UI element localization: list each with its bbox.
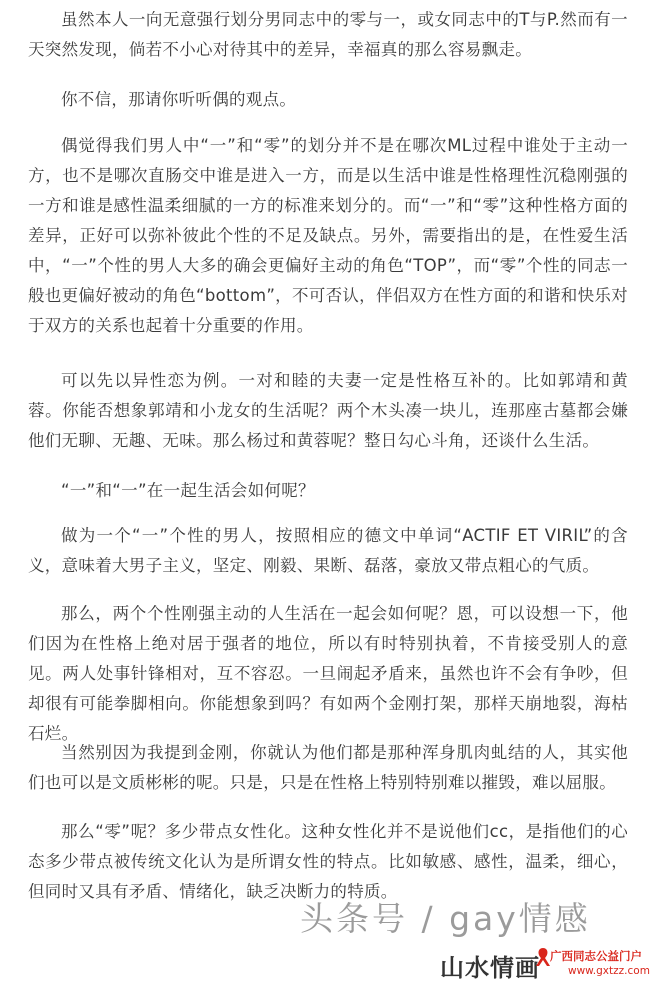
paragraph-3: 偶觉得我们男人中“一”和“零”的划分并不是在哪次ML过程中谁处于主动一方，也不是哪次直肠交中谁是进入一方，而是以生活中谁是性格理性沉稳刚强的一方和谁是感性温柔细腻的一方的标准来划分的。而“一”和“零”这种性格方面的差异，正好可以弥补彼此个性的不足及缺点。另外，需要指出的是，在性爱生活中，“一”个性的男人大多的确会更偏好主动的角色“TOP”，而“零”个性的同志一般也更偏好被动的角色“bottom”，不可否认，伴侣双方在性方面的和谐和快乐对于双方的关系也起着十分重要的作用。	[28, 136, 628, 335]
logo-main-text: 山水情画	[440, 954, 540, 982]
paragraph-5: “一”和“一”在一起生活会如何呢？	[61, 481, 315, 500]
paragraph-1: 虽然本人一向无意强行划分男同志中的零与一，或女同志中的T与P.然而有一天突然发现，倘若不小心对待其中的差异，幸福真的那么容易飘走。	[28, 10, 628, 59]
paragraph-8: 当然别因为我提到金刚，你就认为他们都是那种浑身肌肉虬结的人，其实他们也可以是文质彬彬的呢。只是，只是在性格上特别特别难以摧毁，难以屈服。	[28, 743, 628, 792]
paragraph-4: 可以先以异性恋为例。一对和睦的夫妻一定是性格互补的。比如郭靖和黄蓉。你能否想象郭靖和小龙女的生活呢？两个木头凑一块儿，连那座古墓都会嫌他们无聊、无趣、无味。那么杨过和黄蓉呢？整日勾心斗角，还谈什么生活。	[28, 371, 628, 450]
paragraph-6: 做为一个“一”个性的男人，按照相应的德文中单词“ACTIF ET VIRIL”的含义，意味着大男子主义，坚定、刚毅、果断、磊落，豪放又带点粗心的气质。	[28, 526, 628, 575]
paragraph-2: 你不信，那请你听听偶的观点。	[61, 90, 297, 109]
paragraph-9: 那么“零”呢？多少带点女性化。这种女性化并不是说他们cc，是指他们的心态多少带点被传统文化认为是所谓女性的特点。比如敏感、感性，温柔，细心，但同时又具有矛盾、情绪化，缺乏决断力的特质。	[28, 822, 628, 901]
logo-url: www.gxtzz.com	[568, 965, 650, 977]
paragraph-7: 那么，两个个性刚强主动的人生活在一起会如何呢？恩，可以设想一下，他们因为在性格上绝对居于强者的地位，所以有时特别执着，不肯接受别人的意见。两人处事针锋相对，互不容忍。一旦闹起矛盾来，虽然也许不会有争吵，但却很有可能拳脚相向。你能想象到吗？有如两个金刚打架，那样天崩地裂，海枯石烂。	[28, 604, 628, 743]
logo-site-name: 广西同志公益门户	[550, 949, 642, 963]
toutiao-watermark: 头条号 / gay情感	[300, 899, 591, 938]
site-logo	[440, 944, 650, 982]
